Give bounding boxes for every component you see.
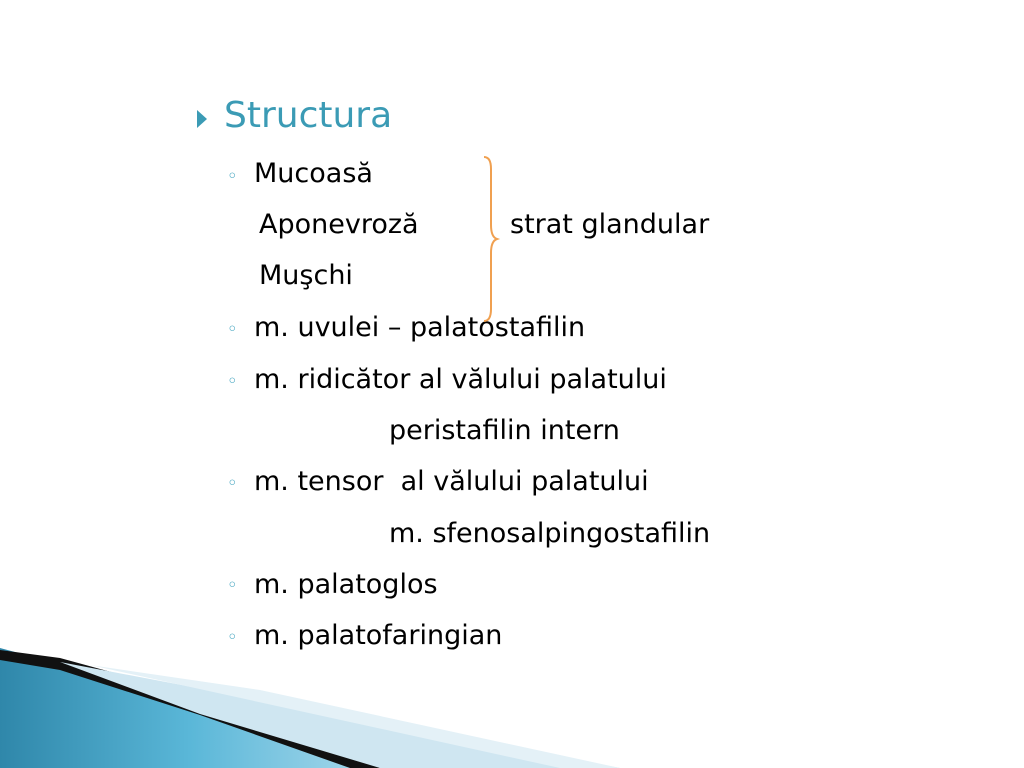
- list-item-palatoglos: m. palatoglos: [254, 569, 438, 600]
- list-item-aponevroza: Aponevroză: [259, 209, 419, 240]
- bullet-icon: ◦: [227, 166, 238, 187]
- list-item-ridicator: m. ridicător al vălului palatului: [254, 364, 667, 395]
- list-item-muschi: Muşchi: [259, 260, 353, 291]
- right-brace-icon: [480, 155, 504, 323]
- bullet-icon: ◦: [227, 319, 238, 340]
- bullet-icon: ◦: [227, 575, 238, 596]
- list-item-peristafilin: peristafilin intern: [389, 415, 620, 446]
- list-item-tensor: m. tensor al vălului palatului: [254, 466, 649, 497]
- bullet-icon: ◦: [227, 473, 238, 494]
- list-item-uvulei: m. uvulei – palatostafilin: [254, 312, 586, 343]
- list-item-palatofaringian: m. palatofaringian: [254, 620, 503, 651]
- title-arrow-icon: [197, 110, 209, 128]
- bullet-icon: ◦: [227, 371, 238, 392]
- list-item-mucoasa: Mucoasă: [254, 158, 373, 189]
- list-item-sfenosalpingostafilin: m. sfenosalpingostafilin: [389, 518, 711, 549]
- bullet-icon: ◦: [227, 627, 238, 648]
- slide-title: Structura: [224, 95, 393, 136]
- list-item-strat-glandular: strat glandular: [510, 209, 710, 240]
